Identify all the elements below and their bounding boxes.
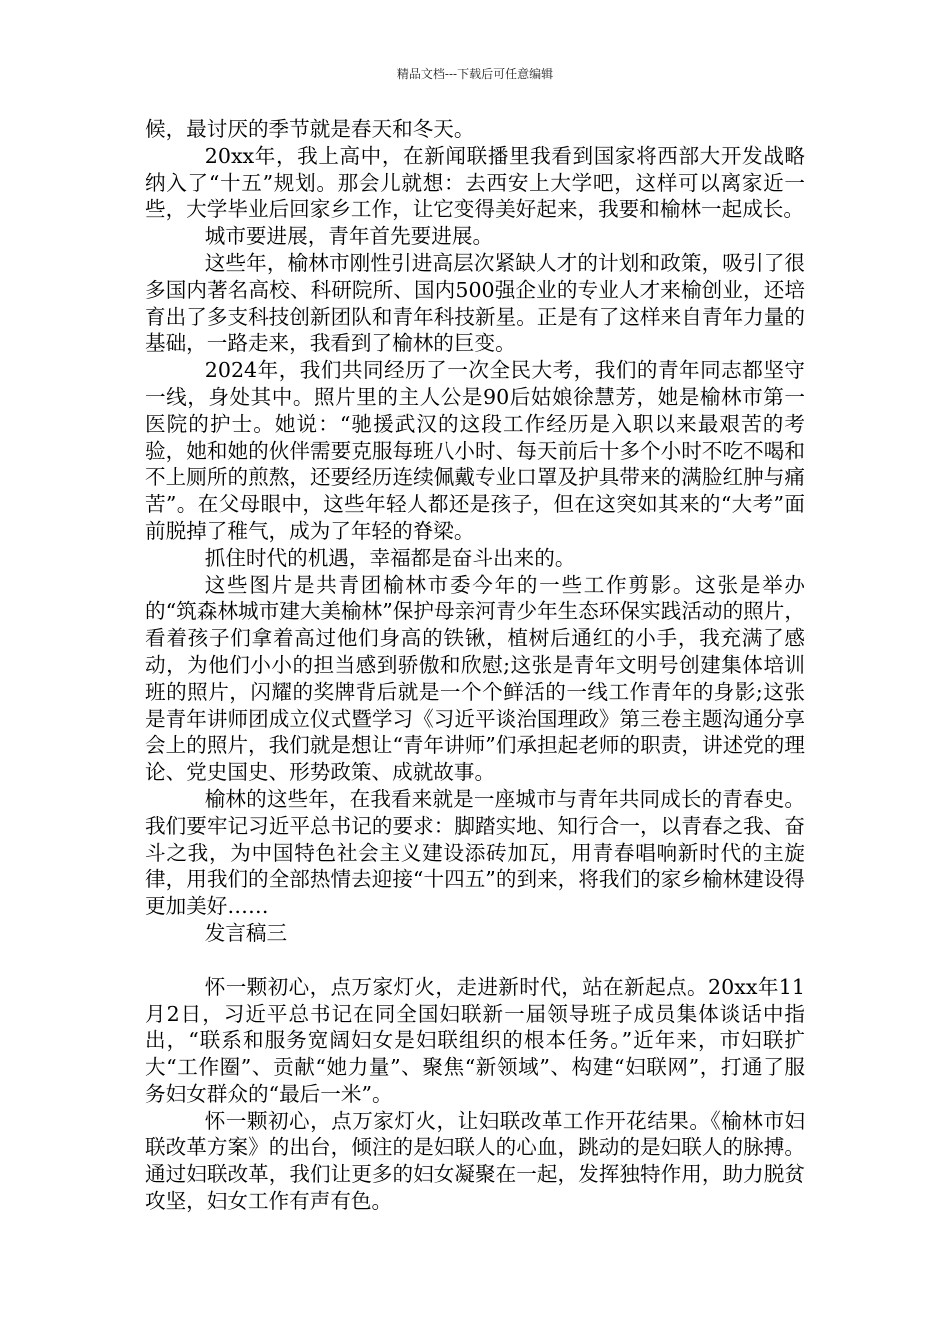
paragraph: 怀一颗初心，点万家灯火，让妇联改革工作开花结果。《榆林市妇联改革方案》的出台，倾注的是妇联人的心血，跳动的是妇联人的脉搏。通过妇联改革，我们让更多的妇女凝聚在一起，发挥独特作用，助力脱贫攻坚，妇女工作有声有色。 — [145, 1108, 805, 1214]
section-heading: 发言稿三 — [204, 920, 288, 945]
blank-line — [145, 947, 805, 974]
document-body — [145, 116, 805, 1215]
paragraph: 20xx年，我上高中，在新闻联播里我看到国家将西部大开发战略纳入了“十五”规划。那会儿就想：去西安上大学吧，这样可以离家近一些，大学毕业后回家乡工作，让它变得美好起来，我要和榆林一起成长。 — [145, 143, 805, 222]
paragraph: 这些图片是共青团榆林市委今年的一些工作剪影。这张是举办的“筑森林城市建大美榆林”保护母亲河青少年生态环保实践活动的照片，看着孩子们拿着高过他们身高的铁锹，植树后通红的小手，我充满了感动，为他们小小的担当感到骄傲和欣慰;这张是青年文明号创建集体培训班的照片，闪耀的奖牌背后就是一个个鲜活的一线工作青年的身影;这张是青年讲师团成立仪式暨学习《习近平谈治国理政》第三卷主题沟通分享会上的照片，我们就是想让“青年讲师”们承担起老师的职责，讲述党的理论、党史国史、形势政策、成就故事。 — [145, 572, 805, 785]
paragraph: 候，最讨厌的季节就是春天和冬天。 — [145, 117, 475, 141]
page-header: 精品文档---下载后可任意编辑 — [396, 67, 554, 81]
paragraph: 榆林的这些年，在我看来就是一座城市与青年共同成长的青春史。我们要牢记习近平总书记的要求：脚踏实地、知行合一，以青春之我、奋斗之我，为中国特色社会主义建设添砖加瓦，用青春唱响新时代的主旋律，用我们的全部热情去迎接“十四五”的到来，将我们的家乡榆林建设得更加美好…… — [145, 786, 805, 919]
paragraph: 怀一颗初心，点万家灯火，走进新时代，站在新起点。20xx年11月2日，习近平总书记在同全国妇联新一届领导班子成员集体谈话中指出，“联系和服务宽阔妇女是妇联组织的根本任务。”近年来，市妇联扩大“工作圈”、贡献“她力量”、聚焦“新领域”、构建“妇联网”，打通了服务妇女群众的“最后一米”。 — [145, 974, 805, 1106]
paragraph: 2024年，我们共同经历了一次全民大考，我们的青年同志都坚守一线，身处其中。照片里的主人公是90后姑娘徐慧芳，她是榆林市第一医院的护士。她说：“驰援武汉的这段工作经历是入职以来最艰苦的考验，她和她的伙伴需要克服每班八小时、每天前后十多个小时不吃不喝和不上厕所的煎熬，还要经历连续佩戴专业口罩及护具带来的满脸红肿与痛苦”。在父母眼中，这些年轻人都还是孩子，但在这突如其来的“大考”面前脱掉了稚气，成为了年轻的脊梁。 — [145, 358, 805, 543]
paragraph: 抓住时代的机遇，幸福都是奋斗出来的。 — [204, 545, 576, 570]
paragraph: 这些年，榆林市刚性引进高层次紧缺人才的计划和政策，吸引了很多国内著名高校、科研院所、国内500强企业的专业人才来榆创业，还培育出了多支科技创新团队和青年科技新星。正是有了这样来自青年力量的基础，一路走来，我看到了榆林的巨变。 — [145, 250, 805, 356]
paragraph: 城市要进展，青年首先要进展。 — [204, 224, 494, 249]
